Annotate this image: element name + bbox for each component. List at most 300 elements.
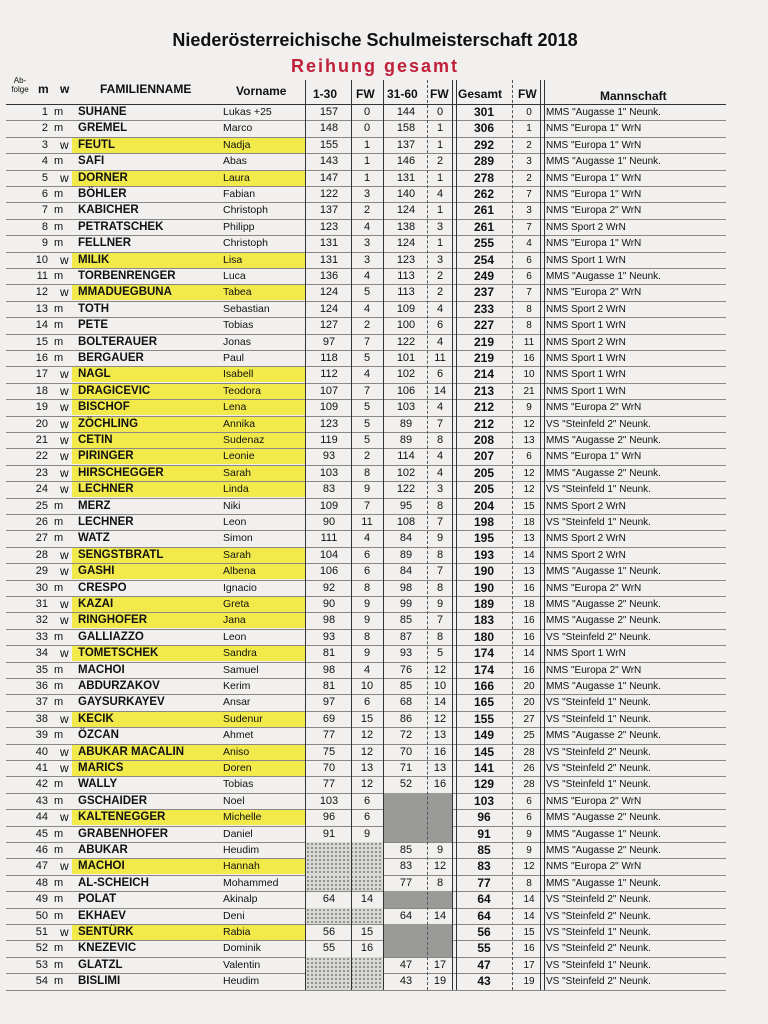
gender-cell: m	[54, 270, 64, 282]
score-1-30-cell: 148	[319, 122, 339, 135]
score-1-30-cell: 77	[322, 778, 336, 791]
mannschaft-cell: MMS "Augasse 2" Neunk.	[546, 615, 661, 627]
score-1-30-cell: 93	[322, 450, 336, 463]
vorname-cell: Tobias	[223, 778, 254, 791]
table-row	[0, 809, 768, 825]
table-row	[0, 334, 768, 350]
familienname-cell: ABUKAR	[78, 844, 128, 856]
score-1-30-cell: 103	[319, 466, 339, 479]
familienname-cell: ZÖCHLING	[78, 417, 139, 430]
abfolge-cell: 17	[35, 368, 48, 381]
fw-total-cell: 16	[523, 582, 535, 594]
fw-total-cell: 10	[523, 369, 535, 381]
familienname-cell: KECIK	[78, 712, 114, 725]
familienname-cell: KNEZEVIC	[78, 942, 137, 955]
score-1-30-cell: 56	[322, 926, 336, 938]
score-1-30-cell: 127	[319, 319, 339, 332]
abfolge-cell: 38	[35, 712, 48, 725]
col-divider	[427, 80, 428, 990]
mannschaft-cell: NMS "Europa 2" WrN	[546, 582, 642, 594]
table-row	[0, 383, 768, 399]
gesamt-cell: 183	[473, 613, 495, 628]
gender-cell: w	[60, 547, 69, 562]
score-31-60-cell: 89	[399, 417, 413, 430]
abfolge-cell: 44	[35, 811, 48, 824]
gender-cell: w	[60, 744, 69, 759]
col-abfolge-line1: Ab-	[13, 76, 27, 85]
fw-total-cell: 20	[523, 697, 535, 709]
vorname-cell: Ignacio	[223, 581, 257, 594]
score-31-60-cell: 103	[396, 401, 416, 414]
fw-1-cell: 2	[363, 204, 371, 217]
familienname-cell: BERGAUER	[78, 352, 144, 364]
mannschaft-cell: NMS Sport 2 WrN	[546, 221, 626, 233]
gesamt-cell: 289	[473, 154, 495, 169]
fw-1-cell: 9	[363, 647, 371, 660]
mannschaft-cell: NMS "Europa 1" WrN	[546, 238, 642, 250]
gesamt-cell: 129	[473, 777, 495, 792]
familienname-cell: GASHI	[78, 565, 115, 578]
gender-cell: w	[60, 252, 69, 267]
familienname-cell: KALTENEGGER	[78, 811, 166, 824]
gender-cell: w	[60, 400, 69, 415]
abfolge-cell: 43	[35, 794, 48, 807]
abfolge-cell: 49	[35, 893, 48, 906]
fw-1-cell: 5	[363, 434, 371, 446]
abfolge-cell: 34	[35, 647, 48, 660]
mannschaft-cell: VS "Steinfeld 1" Neunk.	[546, 697, 651, 709]
abfolge-cell: 20	[35, 417, 48, 430]
score-1-30-cell: 109	[319, 499, 339, 512]
mannschaft-cell: VS "Steinfeld 1" Neunk.	[546, 959, 651, 971]
fw-1-cell: 2	[363, 319, 371, 332]
table-row	[0, 940, 768, 956]
familienname-cell: TOMETSCHEK	[78, 647, 159, 660]
gender-cell: m	[54, 204, 64, 217]
gender-cell: w	[60, 449, 69, 464]
mannschaft-cell: VS "Steinfeld 1" Neunk.	[546, 779, 651, 791]
fw-1-cell: 9	[363, 614, 371, 627]
score-31-60-cell: 85	[399, 844, 413, 856]
col-gesamt-header: Gesamt	[458, 87, 503, 101]
vorname-cell: Lisa	[223, 253, 243, 266]
gesamt-cell: 96	[477, 810, 491, 825]
familienname-cell: MMADUEGBUNA	[78, 286, 172, 299]
gender-cell: w	[60, 383, 69, 398]
familienname-cell: CETIN	[78, 434, 113, 446]
vorname-cell: Hannah	[223, 860, 260, 873]
fw-2-cell: 11	[434, 352, 446, 364]
score-31-60-cell: 158	[396, 122, 416, 135]
vorname-cell: Michelle	[223, 811, 262, 824]
gesamt-cell: 103	[473, 793, 495, 808]
mannschaft-cell: NMS Sport 2 WrN	[546, 303, 626, 315]
gender-cell: m	[54, 532, 64, 545]
fw-1-cell: 5	[363, 286, 371, 299]
familienname-cell: NAGL	[78, 368, 111, 381]
score-31-60-cell: 100	[396, 319, 416, 332]
fw-total-cell: 19	[523, 976, 535, 988]
score-1-30-cell: 98	[322, 614, 336, 627]
familienname-cell: DORNER	[78, 171, 128, 184]
table-row	[0, 694, 768, 710]
score-31-60-cell: 138	[396, 220, 416, 233]
mannschaft-cell: NMS "Europa 1" WrN	[546, 451, 642, 463]
fw-total-cell: 9	[526, 402, 532, 414]
abfolge-cell: 25	[35, 499, 48, 512]
score-1-30-cell: 97	[322, 696, 336, 709]
gender-cell: m	[54, 630, 64, 643]
gesamt-cell: 43	[477, 974, 491, 989]
col-mannschaft-header: Mannschaft	[600, 89, 667, 103]
score-1-30-cell: 112	[320, 368, 338, 381]
table-row	[0, 924, 768, 940]
abfolge-cell: 50	[35, 909, 48, 922]
table-row	[0, 153, 768, 169]
abfolge-cell: 21	[35, 434, 48, 446]
vorname-cell: Jonas	[223, 335, 252, 348]
fw-total-cell: 15	[523, 927, 535, 938]
vorname-cell: Heudim	[223, 844, 260, 856]
table-row	[0, 301, 768, 317]
abfolge-cell: 53	[35, 958, 48, 971]
abfolge-cell: 42	[35, 778, 48, 791]
score-31-60-cell: 113	[397, 270, 415, 282]
fw-2-cell: 4	[436, 450, 444, 463]
abfolge-cell: 11	[36, 270, 48, 282]
familienname-cell: BOLTERAUER	[78, 335, 158, 348]
gender-cell: m	[54, 155, 64, 168]
gender-cell: m	[54, 122, 64, 135]
fw-2-cell: 13	[433, 729, 447, 742]
fw-2-cell: 3	[436, 483, 444, 496]
familienname-cell: EKHAEV	[78, 909, 126, 922]
score-1-30-cell: 123	[319, 220, 339, 233]
score-1-30-cell: 147	[319, 171, 339, 184]
abfolge-cell: 16	[35, 352, 48, 364]
score-31-60-cell: 87	[399, 630, 413, 643]
score-31-60-cell: 140	[396, 188, 416, 200]
score-31-60-cell: 47	[399, 958, 413, 971]
table-row	[0, 268, 768, 284]
fw-2-cell: 12	[433, 712, 447, 725]
fw-total-cell: 0	[526, 107, 532, 118]
fw-total-cell: 8	[526, 877, 532, 889]
col-divider	[383, 80, 384, 990]
mannschaft-cell: NMS Sport 1 WrN	[546, 320, 626, 332]
mannschaft-cell: VS "Steinfeld 1" Neunk.	[546, 484, 651, 496]
vorname-cell: Sarah	[223, 548, 252, 561]
gender-cell: w	[60, 170, 69, 185]
gesamt-cell: 190	[473, 580, 495, 595]
table-row	[0, 465, 768, 481]
score-1-30-cell: 81	[322, 647, 336, 660]
fw-total-cell: 4	[526, 238, 532, 250]
score-31-60-cell: 102	[396, 368, 416, 381]
page-title: Niederösterreichische Schulmeisterschaft 2018	[172, 30, 578, 50]
gender-cell: m	[54, 220, 64, 233]
score-31-60-cell: 122	[396, 483, 416, 496]
fw-1-cell: 8	[363, 466, 371, 479]
fw-total-cell: 14	[523, 894, 535, 906]
mannschaft-cell: MMS "Augasse 1" Neunk.	[546, 566, 661, 578]
gender-cell: m	[54, 942, 64, 955]
vorname-cell: Marco	[223, 122, 253, 135]
abfolge-cell: 13	[35, 302, 48, 315]
mannschaft-cell: NMS Sport 1 WrN	[546, 353, 626, 364]
gesamt-cell: 145	[473, 744, 495, 759]
vorname-cell: Fabian	[223, 188, 256, 200]
familienname-cell: MACHOI	[78, 663, 125, 676]
familienname-cell: LECHNER	[78, 483, 134, 496]
gesamt-cell: 254	[473, 252, 495, 267]
gesamt-cell: 83	[477, 859, 491, 874]
col-divider	[540, 80, 545, 990]
gesamt-cell: 262	[473, 187, 495, 201]
abfolge-cell: 26	[35, 516, 48, 528]
table-row	[0, 908, 768, 924]
gender-cell: m	[54, 237, 64, 250]
page-subtitle: Reihung gesamt	[290, 56, 460, 76]
col-abfolge-line2: folge	[11, 85, 29, 94]
mannschaft-cell: NMS Sport 1 WrN	[546, 385, 626, 397]
fw-1-cell: 4	[363, 532, 371, 545]
table-row	[0, 826, 768, 842]
gender-cell: m	[54, 663, 64, 676]
mannschaft-cell: MMS "Augasse 2" Neunk.	[546, 467, 661, 479]
fw-2-cell: 9	[436, 532, 444, 545]
gesamt-cell: 64	[477, 908, 491, 923]
fw-2-cell: 16	[433, 778, 447, 791]
mannschaft-cell: MMS "Augasse 2" Neunk.	[546, 435, 661, 446]
gender-cell: w	[60, 711, 69, 726]
mannschaft-cell: VS "Steinfeld 2" Neunk.	[546, 763, 651, 774]
abfolge-cell: 46	[35, 844, 48, 856]
fw-1-cell: 1	[363, 138, 371, 151]
familienname-cell: MARICS	[78, 762, 124, 774]
gesamt-cell: 189	[473, 597, 495, 611]
table-row	[0, 563, 768, 579]
vorname-cell: Noel	[223, 794, 245, 807]
score-31-60-cell: 83	[399, 860, 413, 873]
table-row	[0, 481, 768, 497]
fw-total-cell: 14	[523, 549, 535, 561]
table-row	[0, 760, 768, 776]
gender-cell: w	[60, 564, 69, 579]
gender-cell: w	[60, 433, 69, 447]
vorname-cell: Leon	[223, 516, 247, 528]
score-31-60-cell: 76	[399, 663, 413, 676]
gender-cell: m	[54, 335, 64, 348]
table-row	[0, 186, 768, 202]
header-rule	[6, 104, 726, 105]
gesamt-cell: 278	[473, 170, 495, 185]
fw-2-cell: 16	[433, 745, 447, 758]
abfolge-cell: 5	[41, 171, 48, 184]
gesamt-cell: 255	[473, 236, 495, 251]
gesamt-cell: 205	[473, 465, 495, 480]
score-1-30-cell: 81	[322, 680, 336, 692]
fw-1-cell: 9	[363, 483, 371, 496]
table-row	[0, 842, 768, 858]
score-31-60-cell: 70	[399, 745, 413, 758]
fw-total-cell: 9	[526, 845, 532, 856]
col-m-header: m	[38, 82, 49, 96]
fw-total-cell: 16	[523, 664, 535, 676]
abfolge-cell: 8	[41, 220, 48, 233]
fw-1-cell: 16	[360, 942, 374, 955]
gender-cell: m	[54, 893, 64, 906]
vorname-cell: Abas	[223, 155, 247, 168]
table-row	[0, 629, 768, 645]
gender-cell: m	[54, 188, 64, 200]
fw-1-cell: 0	[363, 122, 371, 135]
familienname-cell: AL-SCHEICH	[78, 876, 149, 889]
fw-2-cell: 19	[433, 975, 447, 988]
col-divider	[305, 80, 306, 990]
abfolge-cell: 15	[35, 335, 48, 348]
gender-cell: m	[54, 516, 64, 528]
fw-2-cell: 1	[436, 204, 444, 217]
gender-cell: m	[54, 794, 64, 807]
table-row	[0, 432, 768, 448]
gender-cell: m	[54, 499, 64, 512]
gender-cell: m	[54, 778, 64, 791]
abfolge-cell: 54	[35, 975, 48, 988]
table-row	[0, 858, 768, 874]
mannschaft-cell: VS "Steinfeld 2" Neunk.	[546, 631, 651, 643]
familienname-cell: SUHANE	[78, 106, 127, 118]
abfolge-cell: 24	[35, 483, 48, 496]
gesamt-cell: 212	[473, 416, 495, 431]
score-1-30-cell: 64	[322, 893, 336, 906]
table-row	[0, 744, 768, 760]
abfolge-cell: 47	[35, 860, 48, 873]
fw-1-cell: 5	[363, 401, 371, 414]
gesamt-cell: 190	[473, 564, 495, 579]
fw-2-cell: 10	[433, 680, 447, 692]
fw-2-cell: 13	[433, 762, 447, 774]
mannschaft-cell: MMS "Augasse 1" Neunk.	[546, 828, 661, 840]
mannschaft-cell: NMS "Europa 1" WrN	[546, 172, 642, 184]
gesamt-cell: 204	[473, 498, 495, 513]
fw-2-cell: 0	[436, 106, 444, 118]
vorname-cell: Sandra	[223, 647, 257, 660]
familienname-cell: MERZ	[78, 499, 111, 512]
gesamt-cell: 233	[473, 301, 495, 316]
fw-2-cell: 4	[436, 302, 444, 315]
gender-cell: w	[60, 925, 69, 939]
familienname-cell: GRABENHOFER	[78, 827, 169, 840]
fw-total-cell: 3	[526, 205, 532, 217]
fw-1-cell: 8	[363, 630, 371, 643]
vorname-cell: Valentin	[223, 958, 261, 971]
table-row	[0, 645, 768, 661]
empty-cell-grey	[384, 826, 452, 842]
table-row	[0, 448, 768, 464]
abfolge-cell: 52	[35, 942, 48, 955]
abfolge-cell: 30	[35, 581, 48, 594]
table-row	[0, 514, 768, 530]
gender-cell: w	[60, 597, 69, 611]
score-31-60-cell: 68	[399, 696, 413, 709]
score-1-30-cell: 107	[319, 384, 339, 397]
vorname-cell: Greta	[223, 598, 250, 610]
mannschaft-cell: NMS "Europa 2" WrN	[546, 205, 642, 217]
score-1-30-cell: 83	[322, 483, 336, 496]
empty-cell-grey	[384, 940, 452, 956]
fw-total-cell: 2	[526, 139, 532, 151]
gesamt-cell: 205	[473, 482, 495, 497]
vorname-cell: Christoph	[223, 237, 268, 250]
fw-2-cell: 8	[436, 876, 444, 889]
score-1-30-cell: 90	[322, 516, 336, 528]
vorname-cell: Doren	[223, 762, 252, 774]
gender-cell: w	[60, 859, 69, 874]
table-row	[0, 104, 768, 120]
fw-1-cell: 5	[363, 352, 371, 364]
vorname-cell: Deni	[223, 909, 245, 922]
mannschaft-cell: MMS "Augasse 1" Neunk.	[546, 107, 661, 118]
familienname-cell: FELLNER	[78, 237, 132, 250]
gender-cell: w	[60, 810, 69, 825]
fw-total-cell: 6	[526, 795, 532, 807]
fw-total-cell: 14	[523, 910, 535, 922]
empty-cell-grey	[384, 891, 452, 907]
gender-cell: w	[60, 646, 69, 661]
score-1-30-cell: 92	[322, 581, 336, 594]
fw-2-cell: 3	[436, 253, 444, 266]
gesamt-cell: 212	[473, 400, 495, 415]
fw-1-cell: 5	[363, 417, 371, 430]
gender-cell: m	[54, 680, 64, 692]
gender-cell: w	[60, 367, 69, 382]
fw-1-cell: 15	[360, 712, 374, 725]
col-divider	[452, 80, 457, 990]
familienname-cell: GREMEL	[78, 122, 128, 135]
score-31-60-cell: 124	[396, 204, 416, 217]
gesamt-cell: 261	[473, 219, 495, 234]
fw-total-cell: 27	[523, 713, 535, 725]
familienname-cell: SENTÜRK	[78, 926, 134, 938]
abfolge-cell: 33	[35, 630, 48, 643]
score-1-30-cell: 155	[319, 138, 339, 151]
mannschaft-cell: NMS Sport 2 WrN	[546, 549, 626, 561]
empty-cell-pattern	[306, 842, 383, 858]
familienname-cell: KABICHER	[78, 204, 139, 217]
mannschaft-cell: NMS "Europa 2" WrN	[546, 861, 642, 873]
fw-total-cell: 26	[523, 763, 535, 774]
fw-total-cell: 1	[526, 123, 532, 135]
gesamt-cell: 292	[473, 137, 495, 152]
vorname-cell: Annika	[223, 417, 256, 430]
fw-2-cell: 7	[436, 516, 444, 528]
table-row	[0, 284, 768, 300]
vorname-cell: Sarah	[223, 466, 252, 479]
familienname-cell: GSCHAIDER	[78, 794, 148, 807]
familienname-cell: POLAT	[78, 893, 117, 906]
fw-2-cell: 9	[436, 598, 444, 610]
table-row	[0, 793, 768, 809]
table-row	[0, 727, 768, 743]
mannschaft-cell: VS "Steinfeld 2" Neunk.	[546, 976, 651, 988]
fw-2-cell: 8	[436, 630, 444, 643]
score-31-60-cell: 99	[399, 598, 413, 610]
gesamt-cell: 227	[473, 318, 495, 333]
abfolge-cell: 41	[35, 762, 48, 774]
col-fw1-header: FW	[356, 87, 375, 101]
fw-1-cell: 12	[360, 729, 374, 742]
